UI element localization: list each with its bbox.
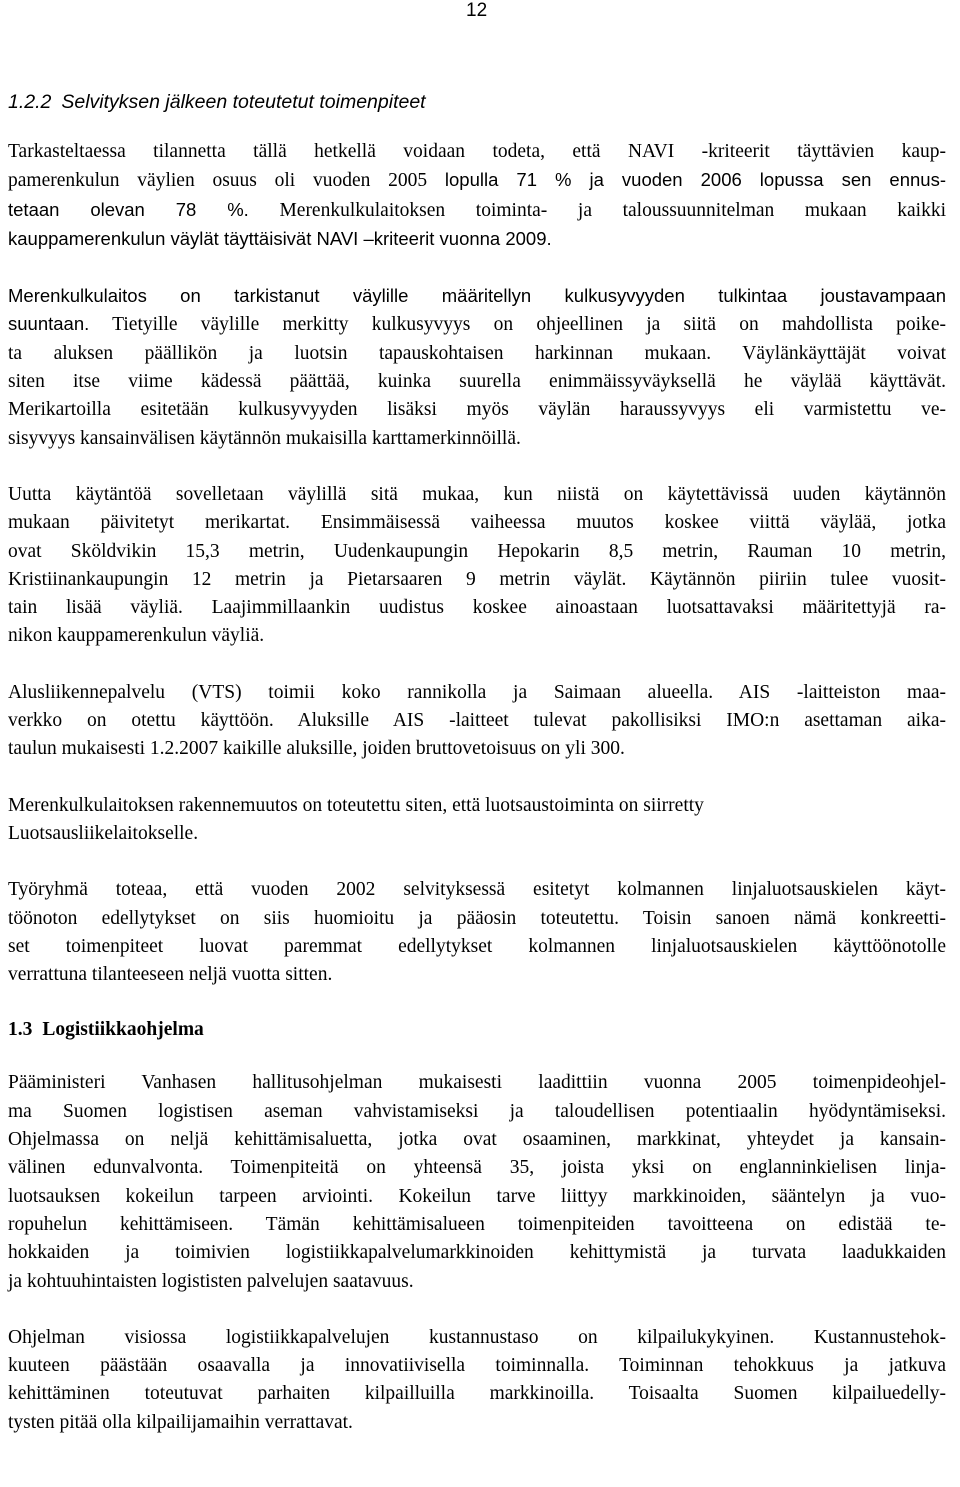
- text-line: ropuhelun kehittämiseen. Tämän kehittämisalueen toimenpiteiden tavoitteena on edistää te-: [8, 1213, 946, 1235]
- section-title: Logistiikkaohjelma: [42, 1019, 204, 1041]
- text-segment: kauppamerenkulun väylät täyttäisivät NAVI –kriteerit vuonna 2009.: [8, 227, 552, 249]
- text-segment: pamerenkulun väylien osuus oli vuoden 2005: [8, 170, 445, 192]
- text-line: Merikartoilla esitetään kulkusyvyyden lisäksi myös väylän haraussyvyys eli varmistettu ve-: [8, 399, 946, 421]
- text-line: hokkaiden ja toimivien logistiikkapalvelumarkkinoiden kehittymistä ja turvata laadukkaiden: [8, 1242, 946, 1264]
- text-line: ma Suomen logistisen aseman vahvistamiseksi ja taloudellisen potentiaalin hyödyntämiseksi.: [8, 1100, 946, 1122]
- text-segment: tetaan olevan 78 %.: [8, 198, 249, 220]
- paragraph-program-vision: [8, 1324, 946, 1437]
- text-line: taulun mukaisesti 1.2.2007 kaikille aluksille, joiden bruttovetoisuus on yli 300.: [8, 738, 625, 760]
- paragraph-new-practice: [8, 481, 946, 651]
- text-line: sisyvyys kansainvälisen käytännön mukaisilla karttamerkinnöillä.: [8, 427, 521, 449]
- section-title: Selvityksen jälkeen toteutetut toimenpiteet: [61, 91, 426, 113]
- text-line: set toimenpiteet luovat paremmat edellytykset kolmannen linjaluotsauskielen käyttöönotolle: [8, 935, 946, 957]
- paragraph-working-group: [8, 876, 946, 989]
- text-line: Kristiinankaupungin 12 metrin ja Pietarsaaren 9 metrin väylät. Käytännön piiriin tulee vuosit-: [8, 568, 946, 590]
- text-segment: suuntaan.: [8, 313, 90, 335]
- page-number: 12: [466, 0, 488, 21]
- text-line: ja kohtuuhintaisten logististen palvelujen saatavuus.: [8, 1270, 414, 1292]
- text-line: Pääministeri Vanhasen hallitusohjelman mukaisesti laadittiin vuonna 2005 toimenpideohjel-: [8, 1072, 946, 1094]
- text-line: verrattuna tilanteeseen neljä vuotta sitten.: [8, 964, 333, 986]
- paragraph-fairway-depth: [8, 282, 946, 453]
- text-line: [8, 225, 946, 254]
- text-line: tain lisää väyliä. Laajimmillaankin uudistus koskee ainoastaan luotsattavaksi määritettyjä ra-: [8, 597, 946, 619]
- text-line: mukaan päivitetyt merikartat. Ensimmäisessä vaiheessa muutos koskee viittä väylää, jotka: [8, 512, 946, 534]
- paragraph-vts-ais: [8, 679, 946, 764]
- section-number: 1.3: [8, 1019, 33, 1041]
- text-line: Merenkulkulaitoksen rakennemuutos on toteutettu siten, että luotsaustoiminta on siirretty: [8, 794, 704, 816]
- paragraph-logistics-program: [8, 1069, 946, 1295]
- text-line: Ohjelmassa on neljä kehittämisaluetta, jotka ovat osaaminen, markkinat, yhteydet ja kansain-: [8, 1129, 946, 1151]
- text-line: kehittäminen toteutuvat parhaiten kilpailluilla markkinoilla. Toisaalta Suomen kilpailuedelly-: [8, 1383, 946, 1405]
- section-number: 1.2.2: [8, 91, 52, 113]
- text-line: välinen edunvalvonta. Toimenpiteitä on yhteensä 35, joista yksi on englanninkielisen linja-: [8, 1157, 946, 1179]
- text-line: Alusliikennepalvelu (VTS) toimii koko rannikolla ja Saimaan alueella. AIS -laitteiston maa-: [8, 681, 946, 703]
- text-line: luotsauksen kokeilun tarpeen arviointi. Kokeilun tarve liittyy markkinoiden, sääntelyn ja vuo-: [8, 1185, 946, 1207]
- text-line: Tarkasteltaessa tilannetta tällä hetkellä voidaan todeta, että NAVI -kriteerit täyttävien kaup-: [8, 141, 946, 162]
- text-line: ovat Sköldvikin 15,3 metrin, Uudenkaupungin Hepokarin 8,5 metrin, Rauman 10 metrin,: [8, 540, 946, 562]
- text-line: Uutta käytäntöä sovelletaan väylillä sitä mukaa, kun niistä on käytettävissä uuden käytännön: [8, 483, 946, 505]
- text-line: Työryhmä toteaa, että vuoden 2002 selvityksessä esitetyt kolmannen linjaluotsauskielen käyt-: [8, 879, 946, 901]
- text-line: tysten pitää olla kilpailijamaihin verrattavat.: [8, 1411, 353, 1433]
- text-segment: Merenkulkulaitoksen toiminta- ja taloussuunnitelman mukaan kaikki: [248, 199, 946, 221]
- text-line: Ohjelman visiossa logistiikkapalvelujen kustannustaso on kilpailukykyinen. Kustannustehok-: [8, 1326, 946, 1348]
- text-segment: lopulla 71 % ja vuoden 2006 lopussa sen ennus-: [444, 169, 946, 191]
- text-segment: Tietyille väylille merkitty kulkusyvyys on ohjeellinen ja siitä on mahdollista poike-: [89, 314, 946, 336]
- document-body: [8, 89, 946, 1465]
- text-line: kuuteen päästään osaavalla ja innovatiivisella toiminnalla. Toiminnan tehokkuus ja jatkuva: [8, 1355, 946, 1377]
- text-line: [8, 166, 946, 195]
- text-line: [8, 282, 946, 310]
- text-line: nikon kauppamerenkulun väyliä.: [8, 625, 265, 647]
- section-heading-1-3: [8, 1017, 946, 1043]
- text-line: [8, 310, 946, 339]
- text-line: ta aluksen päällikön ja luotsin tapauskohtaisen harkinnan mukaan. Väylänkäyttäjät voivat: [8, 342, 946, 364]
- text-line: verkko on otettu käyttöön. Aluksille AIS -laitteet tulevat pakollisiksi IMO:n asettaman aika-: [8, 710, 946, 732]
- text-line: siten itse viime kädessä päättää, kuinka suurella enimmäissyväyksellä he väylää käyttävät.: [8, 371, 946, 393]
- section-heading-1-2-2: [8, 89, 946, 115]
- text-line: [8, 196, 946, 225]
- text-line: töönoton edellytykset on siis huomioitu ja pääosin toteutettu. Toisin sanoen nämä konkreetti-: [8, 907, 946, 929]
- text-line: Luotsausliikelaitokselle.: [8, 822, 199, 844]
- text-segment: Merenkulkulaitos on tarkistanut väylille määritellyn kulkusyvyyden tulkintaa joustavampaan: [8, 285, 946, 307]
- paragraph-navi-criteria: [8, 138, 946, 254]
- paragraph-restructuring: [8, 792, 946, 849]
